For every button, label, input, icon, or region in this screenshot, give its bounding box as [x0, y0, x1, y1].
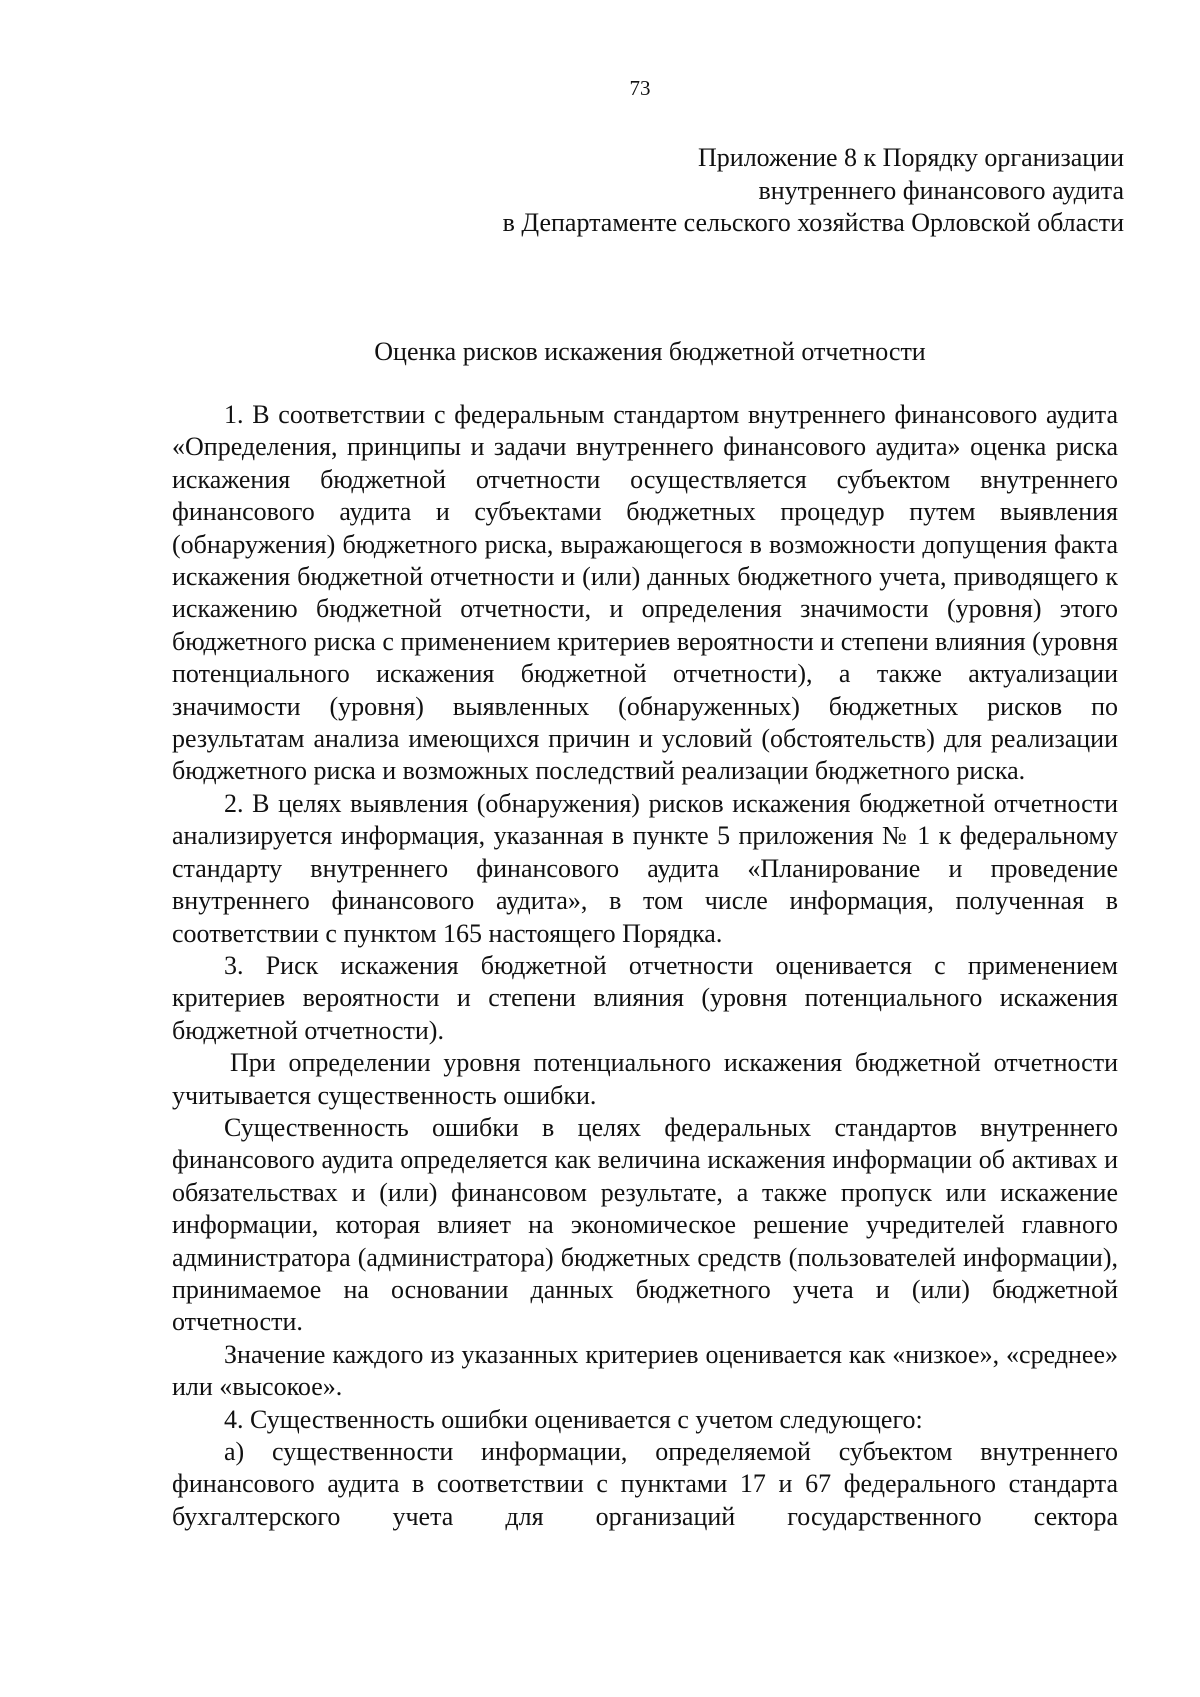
paragraph-3: 3. Риск искажения бюджетной отчетности оценивается с применением критериев вероятности и степени влияния (уровня потенциального искажения бюджетной отчетности). — [172, 950, 1118, 1045]
paragraph-6: Значение каждого из указанных критериев оценивается как «низкое», «среднее» или «высокое». — [172, 1339, 1118, 1402]
paragraph-8: а) существенности информации, определяемой субъектом внутреннего финансового аудита в соответствии с пунктами 17 и 67 федерального стандарта бухгалтерского учета для организаций государственного сектора — [172, 1437, 1118, 1531]
paragraph-4: При определении уровня потенциального искажения бюджетной отчетности учитывается существенность ошибки. — [172, 1048, 1118, 1110]
page-number: 73 — [629, 76, 651, 100]
appendix-line-2: внутреннего финансового аудита — [758, 175, 1124, 205]
paragraph-7: 4. Существенность ошибки оценивается с учетом следующего: — [224, 1404, 923, 1434]
appendix-line-1: Приложение 8 к Порядку организации — [698, 143, 1124, 172]
paragraph-1: 1. В соответствии с федеральным стандартом внутреннего финансового аудита «Определения, принципы и задачи внутреннего финансового аудита» оценка риска искажения бюджетной отчетности осуществляется субъектом внутреннего финансового аудита и субъектами бюджетных процедур путем выявления (обнаружения) бюджетного риска, выражающегося в возможности допущения факта искажения бюджетной отчетности и (или) данных бюджетного учета, приводящего к искажению бюджетной отчетности, и определения значимости (уровня) этого бюджетного риска с применением критериев вероятности и степени влияния (уровня потенциального искажения бюджетной отчетности), а также актуализации значимости (уровня) выявленных (обнаруженных) бюджетных рисков по результатам анализа имеющихся причин и условий (обстоятельств) для реализации бюджетного риска и возможных последствий реализации бюджетного риска. — [172, 400, 1118, 786]
appendix-line-3: в Департаменте сельского хозяйства Орловской области — [502, 208, 1124, 237]
paragraph-2: 2. В целях выявления (обнаружения) рисков искажения бюджетной отчетности анализируется информация, указанная в пункте 5 приложения № 1 к федеральному стандарту внутреннего финансового аудита «Планирование и проведение внутреннего финансового аудита», в том числе информация, полученная в соответствии с пунктом 165 настоящего Порядка. — [172, 788, 1118, 948]
paragraph-5: Существенность ошибки в целях федеральных стандартов внутреннего финансового аудита определяется как величина искажения информации об активах и обязательствах и (или) финансовом результате, а также пропуск или искажение информации, которая влияет на экономическое решение учредителей главного администратора (администратора) бюджетных средств (пользователей информации), принимаемое на основании данных бюджетного учета и (или) бюджетной отчетности. — [172, 1112, 1118, 1337]
appendix-header — [503, 142, 1124, 240]
document-body — [172, 399, 1118, 1533]
document-title: Оценка рисков искажения бюджетной отчетности — [374, 337, 926, 366]
